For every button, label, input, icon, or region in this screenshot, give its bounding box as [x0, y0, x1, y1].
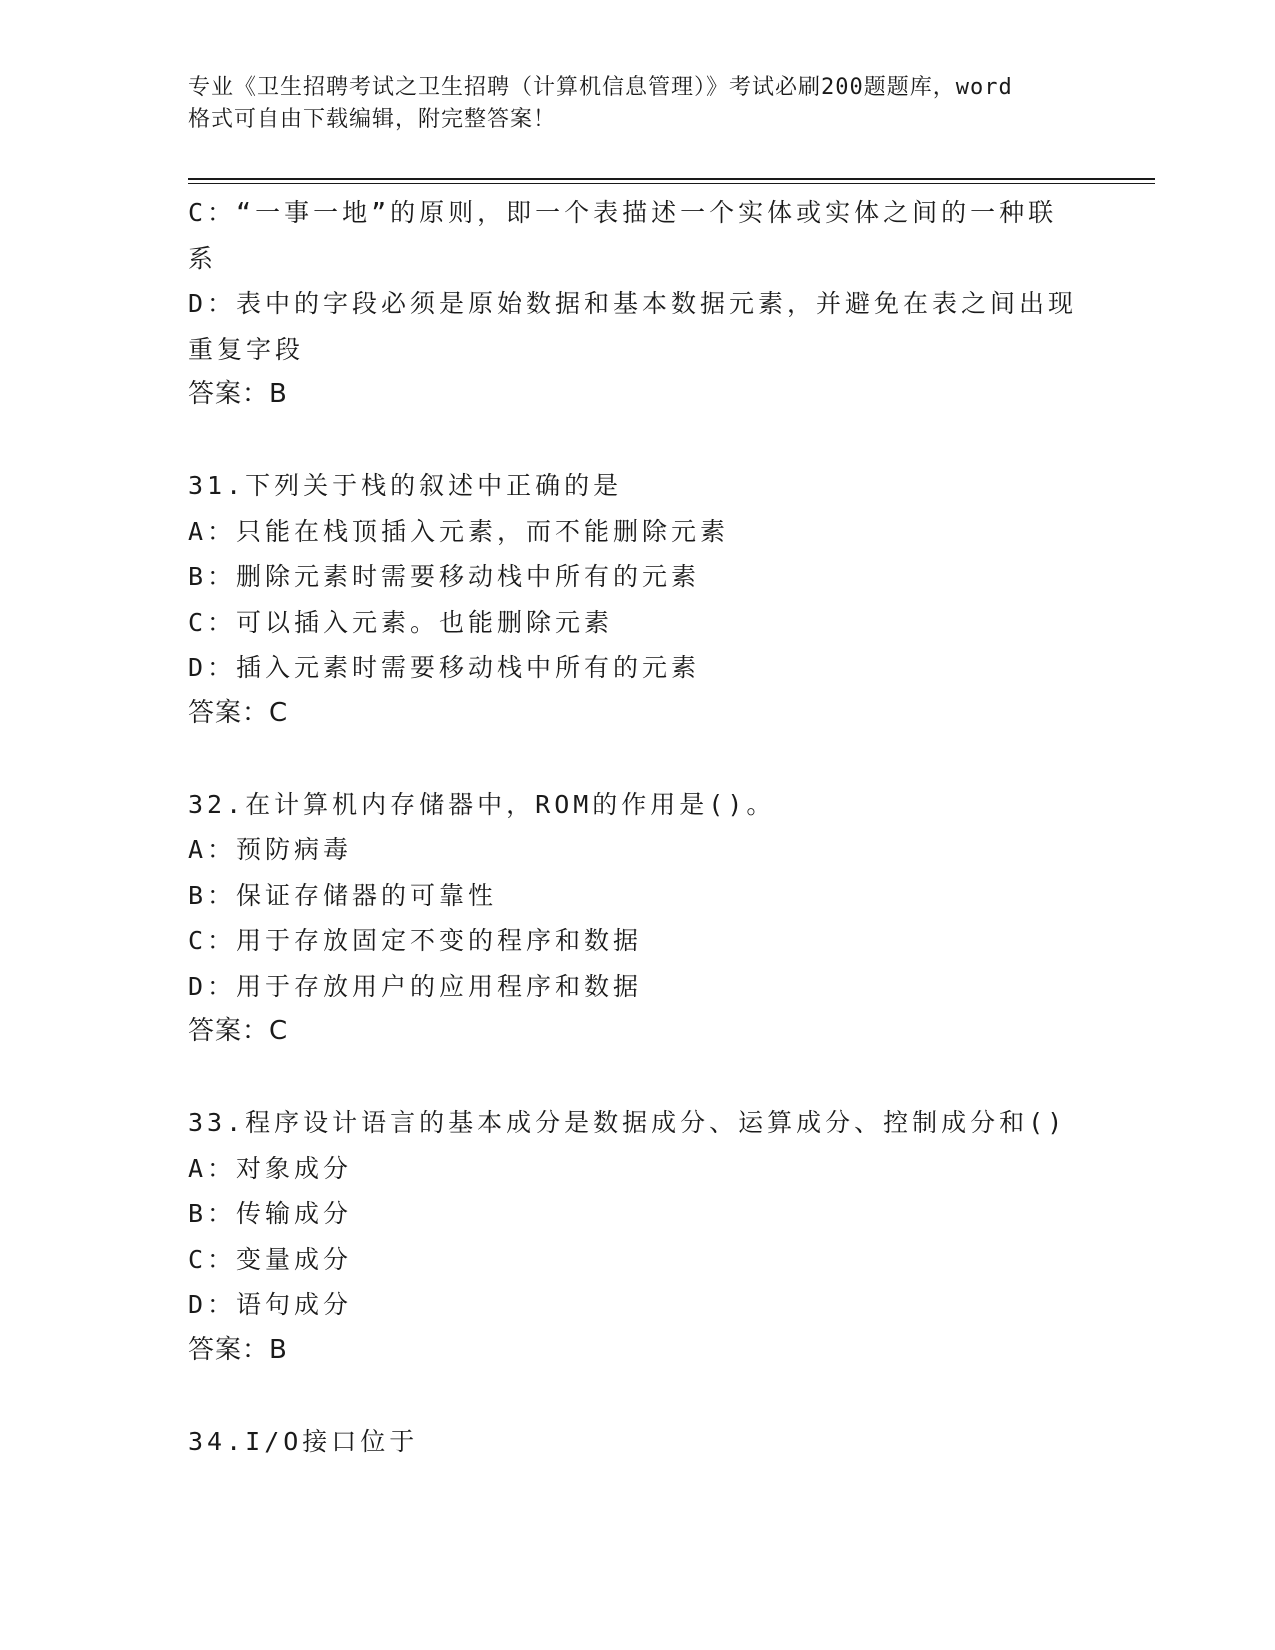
option-d-line-2: 重复字段 [188, 334, 305, 364]
answer: 答案：C [188, 697, 289, 728]
question-34 [188, 1419, 1088, 1465]
answer: 答案：B [188, 1334, 288, 1365]
option-c-line-2: 系 [188, 243, 218, 273]
option-d: D：插入元素时需要移动栈中所有的元素 [188, 653, 701, 682]
header-divider-thin [188, 183, 1155, 184]
option-d: D：用于存放用户的应用程序和数据 [188, 971, 643, 1001]
option-a: A：预防病毒 [188, 835, 353, 864]
option-a: A：只能在栈顶插入元素，而不能删除元素 [188, 516, 730, 546]
question-list [188, 190, 1088, 1464]
option-c: C：变量成分 [188, 1244, 353, 1274]
option-c: C：可以插入元素。也能删除元素 [188, 607, 614, 637]
option-c-line-1: C：“一事一地”的原则，即一个表描述一个实体或实体之间的一种联 [188, 198, 1058, 227]
option-b: B：删除元素时需要移动栈中所有的元素 [188, 562, 701, 591]
question-32 [188, 782, 1088, 1055]
question-stem: 34.I/O接口位于 [188, 1426, 419, 1456]
option-b: B：传输成分 [188, 1199, 353, 1228]
spacer [188, 1373, 1088, 1419]
header-divider-thick [188, 178, 1155, 180]
question-stem: 32.在计算机内存储器中，ROM的作用是()。 [188, 789, 776, 819]
question-31 [188, 463, 1088, 736]
option-c: C：用于存放固定不变的程序和数据 [188, 926, 643, 955]
spacer [188, 736, 1088, 782]
question-stem: 33.程序设计语言的基本成分是数据成分、运算成分、控制成分和() [188, 1108, 1067, 1137]
question-30-continued [188, 190, 1088, 418]
option-a: A：对象成分 [188, 1153, 353, 1183]
option-d: D：语句成分 [188, 1290, 353, 1319]
spacer [188, 1055, 1088, 1101]
answer: 答案：C [188, 1016, 289, 1046]
question-33 [188, 1100, 1088, 1373]
document-header [188, 72, 1088, 136]
header-line-1: 专业《卫生招聘考试之卫生招聘（计算机信息管理）》考试必刷200题题库，word [188, 75, 1013, 100]
option-b: B：保证存储器的可靠性 [188, 880, 498, 910]
question-stem: 31.下列关于栈的叙述中正确的是 [188, 471, 623, 500]
spacer [188, 418, 1088, 464]
header-line-2: 格式可自由下载编辑，附完整答案！ [188, 107, 557, 132]
answer: 答案：B [188, 379, 288, 409]
option-d-line-1: D：表中的字段必须是原始数据和基本数据元素，并避免在表之间出现 [188, 289, 1078, 318]
